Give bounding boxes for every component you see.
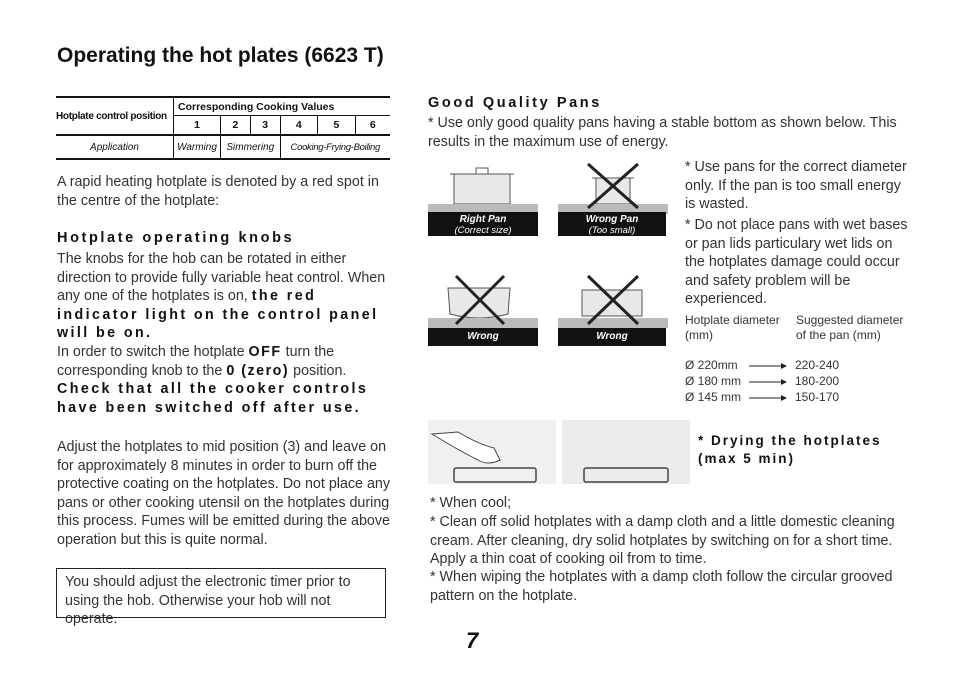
rapid-heating-text: A rapid heating hotplate is denoted by a red spot in the centre of the hotplate: — [57, 174, 379, 209]
wrong-pan-illustration-1 — [428, 274, 538, 328]
position-text: position. — [293, 362, 347, 379]
timer-note: You should adjust the electronic timer prior to using the hob. Otherwise your hob will not operate. — [56, 568, 386, 618]
table-number: 5 — [318, 116, 356, 136]
diameter-header-pan: Suggested diameter of the pan (mm) — [796, 313, 904, 342]
switch-off-text: In order to switch the hotplate — [57, 343, 245, 360]
diameter-header-plate: Hotplate diameter (mm) — [685, 313, 780, 342]
table-row-label: Hotplate control position — [56, 97, 174, 135]
table-number: 2 — [221, 116, 251, 136]
right-pan-label: Right Pan — [459, 214, 507, 225]
right-pan-sublabel: (Correct size) — [454, 225, 512, 236]
diameter-row — [685, 358, 910, 374]
knobs-text: The knobs for the hob can be rotated in either direction to provide fully variable heat control. When any one of the hotplates is on, — [57, 251, 386, 305]
drying-heading: * Drying the hotplates (max 5 min) — [698, 433, 882, 466]
wrong-caption-2: Wrong — [558, 328, 666, 346]
cooking-values-table — [56, 96, 390, 160]
table-number: 4 — [280, 116, 318, 136]
arrow-right-icon — [749, 374, 789, 390]
check-controls-text: Check that all the cooker controls have been switched off after use. — [57, 381, 369, 416]
arrow-right-icon — [749, 358, 789, 374]
right-pan-caption — [428, 212, 538, 236]
wrong-caption-1: Wrong — [428, 328, 538, 346]
table-application: Warming — [174, 135, 221, 159]
wipe-text: * When wiping the hotplates with a damp cloth follow the circular grooved pattern on the hotplate. — [430, 569, 893, 604]
pan-diameter: 220-240 — [795, 358, 840, 372]
plate-diameter: Ø 145 mm — [685, 390, 742, 404]
arrow-right-icon — [749, 390, 789, 406]
hand-wiping-illustration — [428, 420, 556, 484]
table-number: 1 — [174, 116, 221, 136]
diameter-row — [685, 374, 910, 390]
right-pan-illustration — [428, 160, 538, 214]
when-cool-text: * When cool; — [430, 495, 512, 511]
diameter-row — [685, 390, 910, 406]
bullet-wet-bases: * Do not place pans with wet bases or pan lids particulary wet lids on the hotplates damage could occur and safety problem will be experienced. — [685, 217, 908, 308]
table-number: 3 — [250, 116, 280, 136]
wrong-pan-label: Wrong Pan — [585, 214, 639, 225]
diameter-list — [685, 358, 910, 406]
wrong-pan-small-illustration — [558, 160, 668, 214]
table-number: 6 — [369, 119, 376, 131]
wrong-pan-sublabel: (Too small) — [588, 225, 636, 236]
wrong-pan-caption — [558, 212, 666, 236]
wrong-pan-illustration-2 — [558, 274, 668, 328]
pans-heading: Good Quality Pans — [428, 95, 602, 111]
plate-diameter: Ø 220mm — [685, 358, 738, 372]
burn-off-text: Adjust the hotplates to mid position (3) and leave on for approximately 8 minutes in order to burn off the protective coating on the hotplates. Do not place any pans or other cooking utensil on the hotplates during this process. Fumes will be emitted during the above operation but this is quite normal. — [57, 439, 391, 548]
plate-diameter: Ø 180 mm — [685, 374, 742, 388]
indicator-light-text: the red indicator light on the control panel will be on. — [57, 288, 379, 342]
table-app-label: Application — [56, 135, 174, 159]
table-application: Simmering — [221, 135, 281, 159]
pan-diameter: 150-170 — [795, 390, 840, 404]
knobs-paragraph — [57, 250, 393, 417]
pan-diameter: 180-200 — [795, 374, 840, 388]
bullet-correct-diameter: * Use pans for the correct diameter only. If the pan is too small energy is wasted. — [685, 159, 907, 213]
clean-text: * Clean off solid hotplates with a damp cloth and a little domestic cleaning cream. After cleaning, dry solid hotplates by switching on for a short time. Apply a thin coat of cooking oil from to time. — [430, 514, 895, 568]
hotplate-drying-illustration — [562, 420, 690, 484]
turn-knob-text: turn the corresponding knob to the — [57, 343, 335, 379]
page-title: Operating the hot plates (6623 T) — [57, 44, 384, 67]
knobs-heading: Hotplate operating knobs — [57, 230, 295, 246]
off-text: OFF — [248, 343, 282, 360]
table-application: Cooking-Frying-Boiling — [290, 141, 381, 153]
zero-text: 0 (zero) — [226, 362, 290, 379]
table-header: Corresponding Cooking Values — [174, 97, 391, 116]
pans-text: * Use only good quality pans having a stable bottom as shown below. This results in the maximum use of energy. — [428, 115, 897, 150]
page-number: 7 — [466, 628, 479, 653]
